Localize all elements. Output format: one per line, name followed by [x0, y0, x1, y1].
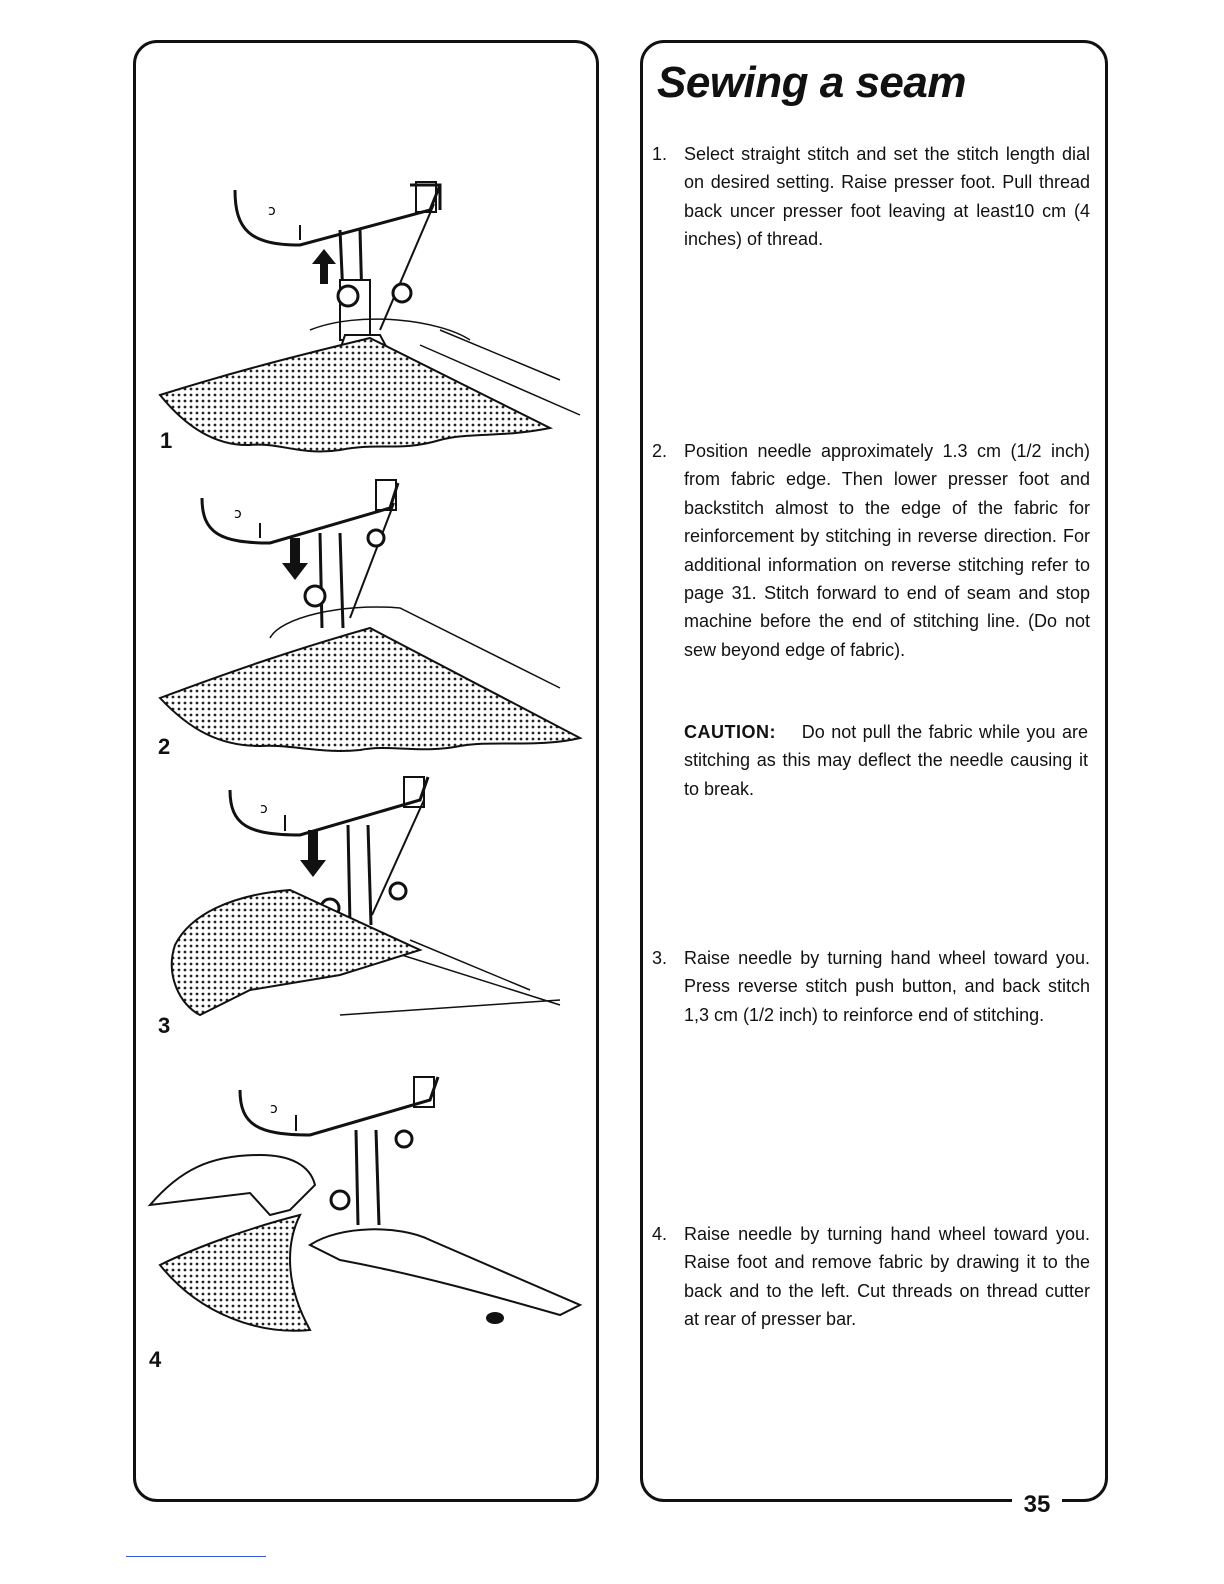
step-3	[652, 944, 1090, 1029]
caution-note	[684, 718, 1088, 803]
figure-1-illustration	[140, 170, 592, 460]
step-2	[652, 437, 1090, 664]
step-text: Raise needle by turning hand wheel toward you. Press reverse stitch push button, and back stitch 1,3 cm (1/2 inch) to reinforce end of stitching.	[684, 948, 1090, 1025]
figure-3-illustration	[140, 775, 592, 1035]
caution-label: CAUTION:	[684, 722, 776, 742]
figure-2-illustration	[140, 478, 592, 758]
figure-label: 1	[160, 428, 173, 453]
caution-text: Do not pull the fabric while you are stitching as this may deflect the needle causing it to break.	[684, 722, 1088, 799]
step-number: 3.	[652, 948, 668, 968]
figure-label: 2	[158, 734, 171, 759]
step-text: Position needle approximately 1.3 cm (1/2 inch) from fabric edge. Then lower presser foot and backstitch almost to the edge of the fabric for reinforcement by stitching in reverse direction. For additional information on reverse stitching refer to page 31. Stitch forward to end of seam and stop machine before the end of stitching line. (Do not sew beyond edge of fabric).	[684, 441, 1090, 660]
step-number: 1.	[652, 144, 668, 164]
step-1	[652, 140, 1090, 254]
step-number: 2.	[652, 441, 668, 461]
figure-label: 3	[158, 1013, 171, 1038]
svg-text:ᴐ: ᴐ	[234, 506, 242, 522]
figure-label: 4	[149, 1347, 162, 1372]
step-text: Raise needle by turning hand wheel toward you. Raise foot and remove fabric by drawing it to the back and to the left. Cut threads on thread cutter at rear of presser bar.	[684, 1224, 1090, 1330]
step-text: Select straight stitch and set the stitch length dial on desired setting. Raise presser foot. Pull thread back uncer presser foot leaving at least10 cm (4 inches) of thread.	[684, 144, 1090, 250]
divider	[126, 1556, 266, 1557]
svg-text:ᴐ: ᴐ	[260, 801, 268, 817]
page-title: Sewing a seam	[657, 58, 966, 107]
step-number: 4.	[652, 1224, 668, 1244]
step-4	[652, 1220, 1090, 1334]
svg-text:ᴐ: ᴐ	[270, 1101, 278, 1117]
page-number: 35	[1012, 1490, 1062, 1520]
svg-text:ᴐ: ᴐ	[268, 203, 276, 219]
figure-4-illustration	[140, 1075, 592, 1365]
